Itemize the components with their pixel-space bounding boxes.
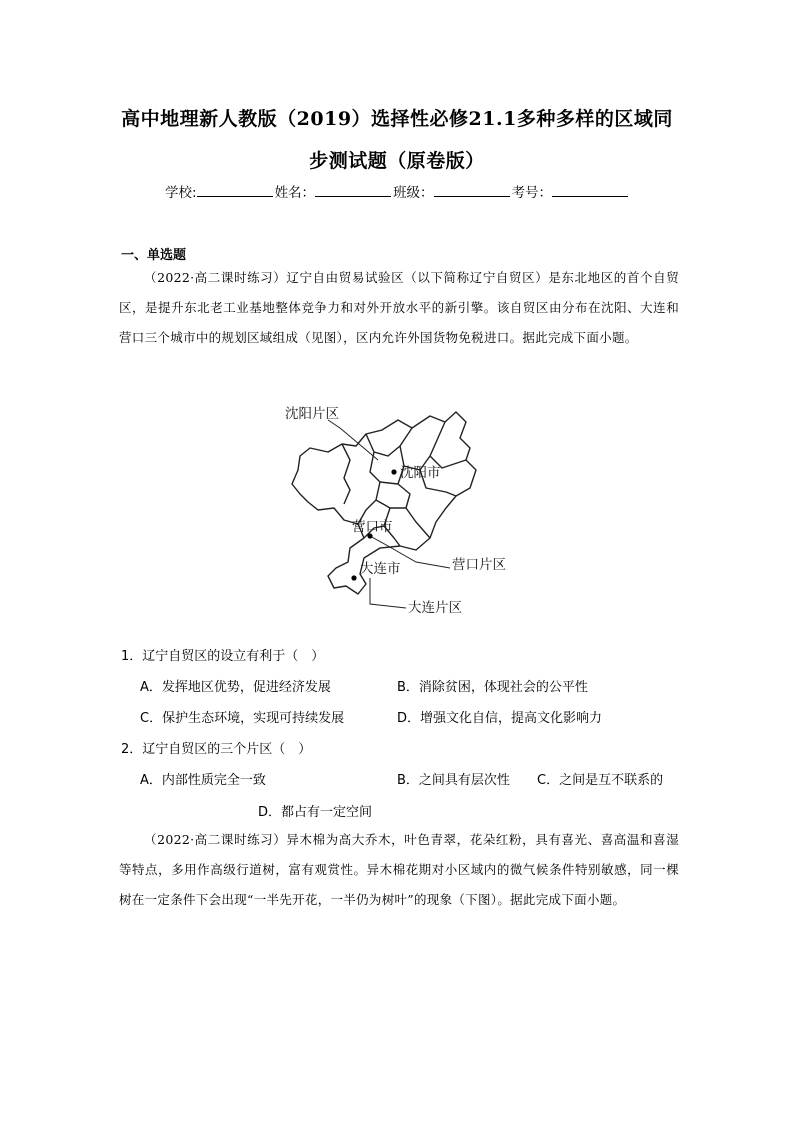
- school-label: 学校:: [165, 185, 197, 201]
- question-2-option-b[interactable]: B．之间具有层次性: [397, 773, 510, 788]
- passage-2: （2022·高二课时练习）异木棉为高大乔木，叶色青翠，花朵红粉，具有喜光、喜高温和喜湿等特点，多用作高级行道树，富有观赏性。异木棉花期对小区域内的微气候条件特别敏感，同一棵树在一定条件下会出现“一半先开花，一半仍为树叶”的现象（下图）。据此完成下面小题。: [119, 832, 679, 907]
- liaoning-ftz-map: [270, 398, 540, 624]
- question-2-stem: 2．辽宁自贸区的三个片区（ ）: [121, 742, 312, 757]
- label-yingkou-zone: 营口片区: [452, 557, 506, 573]
- question-1-stem: 1．辽宁自贸区的设立有利于（ ）: [121, 649, 325, 664]
- label-dalian-zone: 大连片区: [408, 600, 462, 616]
- question-2-option-d[interactable]: D．都占有一定空间: [258, 805, 373, 820]
- page-title-line2: 步测试题（原卷版）: [309, 150, 485, 172]
- school-blank[interactable]: [197, 184, 273, 197]
- class-blank[interactable]: [434, 184, 510, 197]
- question-2-option-a[interactable]: A．内部性质完全一致: [140, 773, 266, 788]
- question-1-option-b[interactable]: B．消除贫困，体现社会的公平性: [397, 680, 588, 695]
- dalian-city-dot: [351, 575, 356, 580]
- label-shenyang-city: 沈阳市: [400, 465, 441, 481]
- passage-1: （2022·高二课时练习）辽宁自由贸易试验区（以下简称辽宁自贸区）是东北地区的首个自贸区，是提升东北老工业基地整体竞争力和对外开放水平的新引擎。该自贸区由分布在沈阳、大连和营口三个城市中的规划区域组成（见图），区内允许外国货物免税进口。据此完成下面小题。: [119, 270, 679, 345]
- label-yingkou-city: 营口市: [352, 519, 393, 535]
- exam-number-label: 考号：: [511, 185, 553, 201]
- name-label: 姓名：: [274, 185, 316, 201]
- question-2-option-c[interactable]: C．之间是互不联系的: [537, 773, 664, 788]
- label-shenyang-zone: 沈阳片区: [285, 406, 339, 422]
- label-dalian-city: 大连市: [360, 561, 401, 577]
- question-1-option-a[interactable]: A．发挥地区优势，促进经济发展: [140, 680, 331, 695]
- section-heading: 一、单选题: [121, 248, 187, 263]
- question-1-option-c[interactable]: C．保护生态环境，实现可持续发展: [140, 711, 345, 726]
- name-blank[interactable]: [315, 184, 391, 197]
- exam-number-blank[interactable]: [552, 184, 628, 197]
- shenyang-city-dot: [391, 469, 396, 474]
- page-title-line1: 高中地理新人教版（2019）选择性必修21.1多种多样的区域同: [121, 108, 673, 130]
- student-info-row: [165, 181, 630, 201]
- class-label: 班级：: [393, 185, 434, 201]
- question-1-option-d[interactable]: D．增强文化自信，提高文化影响力: [397, 711, 603, 726]
